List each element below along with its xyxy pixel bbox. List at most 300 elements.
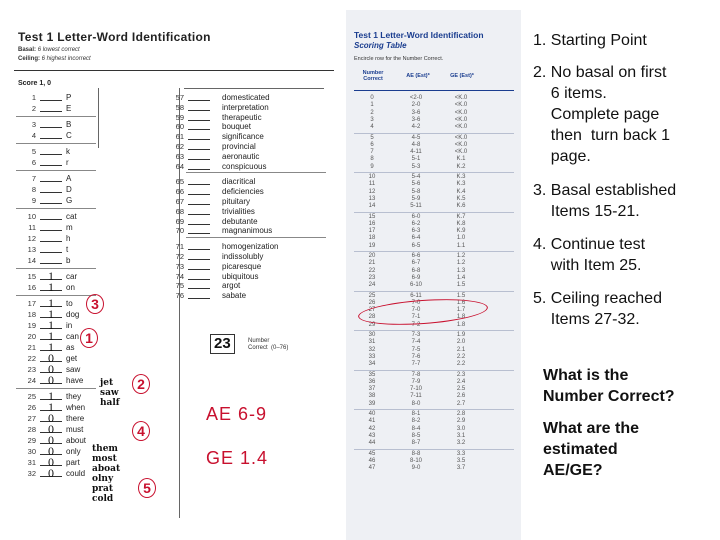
table-row <box>346 235 516 242</box>
item-number: 65 <box>175 177 184 187</box>
cell-number-correct: 35 <box>368 371 376 378</box>
item-stimulus: P <box>66 93 72 102</box>
table-row <box>346 203 516 210</box>
cell-ge: K.3 <box>456 174 466 180</box>
cell-ge: 2.6 <box>456 393 466 400</box>
response-blank[interactable] <box>40 157 62 166</box>
cell-ae: 6-2 <box>411 220 421 227</box>
cell-ge: 1.4 <box>456 274 466 281</box>
handwritten-score: 1 <box>48 296 54 310</box>
note-starting-point: 1. Starting Point <box>533 32 647 49</box>
table-band-rule <box>354 330 514 331</box>
cell-number-correct: 15 <box>368 213 376 220</box>
item-row <box>14 468 98 479</box>
response-blank[interactable] <box>40 222 62 231</box>
table-band-rule <box>354 212 514 213</box>
score-label: Score 1, 0 <box>18 80 52 87</box>
item-row <box>14 413 98 424</box>
item-row <box>14 446 98 457</box>
handwritten-score: 1 <box>48 269 54 283</box>
item-stimulus: E <box>66 104 72 113</box>
form-divider <box>14 70 334 71</box>
cell-ae: 7-3 <box>411 332 421 338</box>
cell-ge: K.1 <box>456 156 466 163</box>
response-blank[interactable] <box>40 92 62 101</box>
response-blank[interactable] <box>40 173 62 182</box>
item-stimulus: cat <box>66 212 77 221</box>
table-row <box>346 451 516 458</box>
cell-ge: 1.5 <box>456 282 466 289</box>
cell-ge: 3.0 <box>456 425 466 432</box>
cell-ge: <K.0 <box>454 134 468 141</box>
cell-number-correct: 3 <box>370 116 374 123</box>
response-blank[interactable] <box>40 255 62 264</box>
item-number: 1 <box>31 93 36 102</box>
response-blank[interactable] <box>188 102 210 111</box>
cell-ge: K.8 <box>456 220 466 227</box>
header-number-correct: Number Correct <box>362 70 384 82</box>
item-row <box>14 402 98 413</box>
item-number: 69 <box>175 216 184 226</box>
response-blank[interactable] <box>188 186 210 195</box>
cell-number-correct: 31 <box>368 339 376 346</box>
response-blank[interactable] <box>188 121 210 130</box>
table-row <box>346 156 516 163</box>
cell-ge: 2.8 <box>456 411 466 417</box>
cell-ae: 4-8 <box>411 141 421 148</box>
item-number: 25 <box>27 392 36 401</box>
item-number: 62 <box>175 142 184 151</box>
cell-ae: 7-11 <box>410 393 422 400</box>
basal-rule: Basal: 6 lowest correct <box>18 47 80 53</box>
group-rule <box>16 143 96 144</box>
cell-ge: <K.0 <box>454 149 468 156</box>
response-blank[interactable] <box>188 251 210 260</box>
item-stimulus: trivialities <box>222 206 255 216</box>
handwritten-score: 1 <box>48 318 54 332</box>
note-continue-test: 4. Continue test with Item 25. <box>533 236 646 274</box>
response-blank[interactable] <box>40 211 62 220</box>
cell-ae: 8-7 <box>411 440 421 447</box>
item-stimulus: aeronautic <box>222 151 260 161</box>
table-row <box>346 465 516 472</box>
table-band-rule <box>354 251 514 252</box>
item-stimulus: when <box>66 403 86 412</box>
item-row <box>14 157 98 168</box>
cell-ae: 6-5 <box>411 242 421 249</box>
response-blank[interactable] <box>188 112 210 121</box>
item-stimulus: argot <box>222 281 241 291</box>
cell-number-correct: 43 <box>368 432 376 439</box>
response-blank[interactable] <box>40 130 62 139</box>
item-number: 63 <box>175 151 184 161</box>
item-stimulus: get <box>66 354 78 363</box>
cell-number-correct: 0 <box>370 95 374 101</box>
cell-ae: 6-6 <box>411 253 421 259</box>
item-stimulus: on <box>66 283 75 292</box>
cell-number-correct: 11 <box>368 181 376 188</box>
item-stimulus: A <box>66 174 72 183</box>
item-stimulus: m <box>66 223 73 232</box>
table-row <box>346 228 516 235</box>
item-number: 31 <box>27 458 36 467</box>
cell-ae: 5-11 <box>410 203 422 210</box>
cell-ge: 2.4 <box>456 378 466 385</box>
cell-ge: 1.7 <box>456 307 466 314</box>
header-ge: GE (Est)* <box>450 73 474 79</box>
cell-ge: 3.1 <box>456 432 466 439</box>
item-stimulus: pituitary <box>222 197 251 206</box>
table-row <box>346 243 516 250</box>
item-stimulus: they <box>66 392 82 401</box>
cell-ge: 1.3 <box>456 267 466 274</box>
item-row <box>14 119 98 130</box>
handwritten-score: 0 <box>48 411 54 425</box>
cell-ae: 9-0 <box>411 465 421 472</box>
response-blank[interactable] <box>188 290 210 299</box>
table-row <box>346 189 516 196</box>
item-stimulus: could <box>66 469 86 478</box>
question-ae-ge: What are the estimated AE/GE? <box>543 420 640 479</box>
item-row <box>14 195 98 206</box>
item-stimulus: significance <box>222 132 264 142</box>
item-stimulus: magnanimous <box>222 226 273 236</box>
circled-number-3: 3 <box>86 294 104 314</box>
item-stimulus: in <box>66 321 73 330</box>
cell-ae: 8-10 <box>409 457 422 464</box>
table-row <box>346 135 516 142</box>
item-number: 11 <box>28 223 36 232</box>
cell-ae: 7-6 <box>411 353 421 360</box>
response-blank[interactable] <box>188 261 210 270</box>
handwritten-score: 1 <box>48 329 54 343</box>
response-blank[interactable] <box>188 176 210 185</box>
cell-ae: <2-0 <box>409 95 423 101</box>
group-rule <box>16 295 96 296</box>
cell-ge: <K.0 <box>454 124 468 131</box>
cell-ae: 6-0 <box>411 213 421 220</box>
table-row <box>346 174 516 181</box>
item-row <box>14 375 98 386</box>
cell-ae: 5-3 <box>411 163 421 170</box>
item-stimulus: homogenization <box>222 242 279 252</box>
item-number: 73 <box>175 261 184 271</box>
cell-number-correct: 39 <box>368 400 376 407</box>
item-stimulus: only <box>66 447 81 456</box>
response-blank[interactable] <box>40 233 62 242</box>
ceiling-rule: Ceiling: 6 highest incorrect <box>18 56 91 62</box>
cell-number-correct: 34 <box>368 361 376 368</box>
table-row <box>346 393 516 400</box>
table-row <box>346 354 516 361</box>
item-stimulus: must <box>66 425 84 434</box>
item-number: 68 <box>175 206 184 216</box>
response-blank[interactable] <box>188 280 210 289</box>
item-number: 64 <box>175 161 184 171</box>
cell-number-correct: 14 <box>368 203 376 210</box>
cell-ge: K.3 <box>456 181 466 188</box>
item-number: 24 <box>27 376 36 385</box>
item-stimulus: G <box>66 196 73 205</box>
cell-ge: 2.0 <box>456 339 466 346</box>
response-blank[interactable] <box>188 196 210 205</box>
item-number: 4 <box>31 131 36 140</box>
error-responses-1: jet saw half <box>100 378 120 408</box>
header-ae: AE (Est)* <box>406 73 430 79</box>
cell-ae: 7-8 <box>411 371 421 378</box>
table-row <box>346 117 516 124</box>
item-row <box>14 244 98 255</box>
table-row <box>346 386 516 393</box>
table-row <box>346 401 516 408</box>
item-stimulus: dog <box>66 310 80 319</box>
handwritten-score: 0 <box>48 422 54 436</box>
cell-ae: 6-7 <box>411 260 421 267</box>
table-row <box>346 221 516 228</box>
response-blank[interactable] <box>188 161 210 170</box>
handwritten-score: 1 <box>48 400 54 414</box>
response-blank[interactable] <box>188 216 210 225</box>
item-row <box>14 457 98 468</box>
item-stimulus: therapeutic <box>222 112 262 122</box>
item-stimulus: saw <box>66 365 81 374</box>
cell-ge: 1.8 <box>456 314 466 321</box>
cell-ae: 7-2 <box>411 321 421 328</box>
cell-ge: 1.9 <box>456 332 466 338</box>
circled-number-4: 4 <box>132 421 150 441</box>
item-number: 75 <box>175 281 184 291</box>
item-number: 57 <box>175 93 184 102</box>
item-stimulus: picaresque <box>222 261 262 271</box>
cell-ae: 2-0 <box>411 102 421 109</box>
cell-number-correct: 4 <box>370 124 374 131</box>
item-stimulus: bouquet <box>222 122 251 132</box>
cell-ae: 5-1 <box>411 156 421 163</box>
cell-ge: 2.2 <box>456 361 466 368</box>
cell-number-correct: 1 <box>370 102 374 109</box>
table-row <box>346 426 516 433</box>
circled-number-1: 1 <box>80 328 98 348</box>
item-row <box>14 435 98 446</box>
item-number: 61 <box>175 132 184 142</box>
item-stimulus: diacritical <box>222 177 256 187</box>
cell-ae: 8-5 <box>411 432 421 439</box>
handwritten-score: 0 <box>48 373 54 387</box>
item-number: 23 <box>27 365 36 374</box>
note-no-basal: 2. No basal on first 6 items. Complete page then turn back 1 page. <box>533 64 670 165</box>
response-blank[interactable] <box>40 103 62 112</box>
item-number: 18 <box>27 310 36 319</box>
item-row <box>14 282 98 293</box>
table-row <box>346 260 516 267</box>
item-number: 58 <box>175 102 184 112</box>
cell-number-correct: 17 <box>368 228 376 235</box>
response-blank[interactable] <box>188 206 210 215</box>
item-stimulus: domesticated <box>222 93 270 102</box>
handwritten-score: 1 <box>48 280 54 294</box>
table-row <box>346 95 516 102</box>
item-number: 14 <box>27 256 36 265</box>
group-rule <box>16 388 96 389</box>
item-number: 26 <box>27 403 36 412</box>
cell-number-correct: 27 <box>368 307 376 314</box>
table-row <box>346 268 516 275</box>
table-row <box>346 275 516 282</box>
cell-ae: 4-5 <box>411 134 421 141</box>
item-number: 59 <box>175 112 184 122</box>
item-number: 29 <box>27 436 36 445</box>
cell-ge: 1.5 <box>456 292 466 299</box>
response-blank[interactable] <box>188 241 210 250</box>
group-rule <box>16 208 96 209</box>
cell-ge: <K.0 <box>454 95 468 101</box>
cell-ae: 4-11 <box>410 149 422 156</box>
item-number: 16 <box>27 283 36 292</box>
cell-number-correct: 16 <box>368 220 376 227</box>
table-row <box>346 293 516 300</box>
item-stimulus: h <box>66 234 71 243</box>
question-number-correct: What is the Number Correct? <box>543 367 675 405</box>
item-number: 12 <box>27 234 36 243</box>
group-rule <box>16 170 96 171</box>
table-row <box>346 124 516 131</box>
table-band-rule <box>354 291 514 292</box>
response-blank[interactable] <box>188 131 210 140</box>
cell-number-correct: 18 <box>368 235 376 242</box>
cell-ge: 2.3 <box>456 371 466 378</box>
note-basal-established: 3. Basal established Items 15-21. <box>533 182 677 220</box>
cell-ae: 6-8 <box>411 267 421 274</box>
group-rule <box>16 116 96 117</box>
cell-number-correct: 19 <box>368 242 376 249</box>
item-number: 20 <box>27 332 36 341</box>
item-number: 7 <box>31 174 36 183</box>
item-stimulus: debutante <box>222 216 258 226</box>
item-number: 13 <box>27 245 36 254</box>
cell-number-correct: 42 <box>368 425 376 432</box>
table-row <box>346 149 516 156</box>
cell-number-correct: 28 <box>368 314 376 321</box>
item-number: 70 <box>175 226 184 236</box>
item-number: 8 <box>31 185 36 194</box>
item-number: 19 <box>27 321 36 330</box>
response-blank[interactable] <box>40 184 62 193</box>
table-row <box>346 458 516 465</box>
cell-number-correct: 26 <box>368 299 376 306</box>
cell-ae: 7-0 <box>411 307 421 314</box>
item-stimulus: car <box>66 272 78 281</box>
table-band-rule <box>354 172 514 173</box>
cell-number-correct: 23 <box>368 274 376 281</box>
table-row <box>346 164 516 171</box>
item-number: 76 <box>175 291 184 301</box>
cell-number-correct: 24 <box>368 282 376 289</box>
item-stimulus: D <box>66 185 72 194</box>
cell-ae: 6-4 <box>411 235 421 242</box>
column-top-rule <box>184 88 324 89</box>
item-number: 32 <box>27 469 36 478</box>
cell-ge: 2.9 <box>456 418 466 425</box>
handwritten-score: 0 <box>48 466 54 480</box>
cell-ge: K.2 <box>456 163 466 170</box>
table-title: Test 1 Letter-Word Identification <box>354 30 484 40</box>
item-number: 2 <box>31 104 36 113</box>
item-row <box>14 173 98 184</box>
cell-ge: K.7 <box>456 213 466 220</box>
item-number: 66 <box>175 187 184 197</box>
cell-number-correct: 30 <box>368 332 376 338</box>
cell-ge: 1.2 <box>456 260 466 267</box>
cell-ge: <K.0 <box>454 141 468 148</box>
column-divider <box>98 88 99 148</box>
response-blank[interactable] <box>188 225 210 234</box>
table-row <box>346 433 516 440</box>
item-number: 21 <box>27 343 36 352</box>
response-blank[interactable] <box>40 146 62 155</box>
cell-ae: 6-11 <box>410 292 422 299</box>
table-row <box>346 142 516 149</box>
cell-ae: 7-4 <box>411 339 421 346</box>
handwritten-score: 1 <box>48 340 54 354</box>
item-stimulus: ubiquitous <box>222 271 259 281</box>
ae-estimate: AE 6-9 <box>206 404 268 424</box>
item-number: 10 <box>27 212 36 221</box>
response-blank[interactable] <box>188 92 210 101</box>
item-stimulus: t <box>66 245 69 254</box>
response-blank[interactable] <box>40 119 62 128</box>
item-row <box>162 225 332 236</box>
cell-ae: 6-3 <box>411 228 421 235</box>
form-title: Test 1 Letter-Word Identification <box>18 30 211 44</box>
response-blank[interactable] <box>40 195 62 204</box>
cell-ae: 7-0 <box>411 299 421 306</box>
cell-number-correct: 22 <box>368 267 376 274</box>
cell-number-correct: 25 <box>368 292 376 299</box>
number-correct-label: Number Correct (0–76) <box>248 338 289 351</box>
cell-ge: <K.0 <box>454 102 468 109</box>
handwritten-score: 0 <box>48 444 54 458</box>
item-row <box>14 211 98 222</box>
handwritten-score: 1 <box>48 307 54 321</box>
item-row <box>14 222 98 233</box>
number-correct-box: 23 <box>210 334 235 354</box>
cell-number-correct: 36 <box>368 378 376 385</box>
response-blank[interactable] <box>188 141 210 150</box>
item-number: 74 <box>175 271 184 281</box>
item-number: 60 <box>175 122 184 132</box>
response-blank[interactable] <box>188 271 210 280</box>
item-stimulus: there <box>66 414 85 423</box>
item-row <box>14 184 98 195</box>
response-blank[interactable] <box>40 244 62 253</box>
item-row <box>14 103 98 114</box>
cell-ae: 7-1 <box>411 314 421 321</box>
table-band-rule <box>354 370 514 371</box>
item-number: 71 <box>175 242 184 252</box>
cell-ge: K.4 <box>456 188 466 195</box>
item-stimulus: part <box>66 458 80 467</box>
cell-number-correct: 12 <box>368 188 376 195</box>
cell-number-correct: 2 <box>370 109 374 116</box>
cell-number-correct: 9 <box>370 163 374 170</box>
item-row <box>14 92 98 103</box>
scoring-table <box>346 10 521 540</box>
response-blank[interactable] <box>188 151 210 160</box>
cell-ge: <K.0 <box>454 116 468 123</box>
cell-ae: 8-1 <box>411 411 421 417</box>
table-instruction: Encircle row for the Number Correct. <box>354 56 444 62</box>
cell-ge: 1.8 <box>456 321 466 328</box>
